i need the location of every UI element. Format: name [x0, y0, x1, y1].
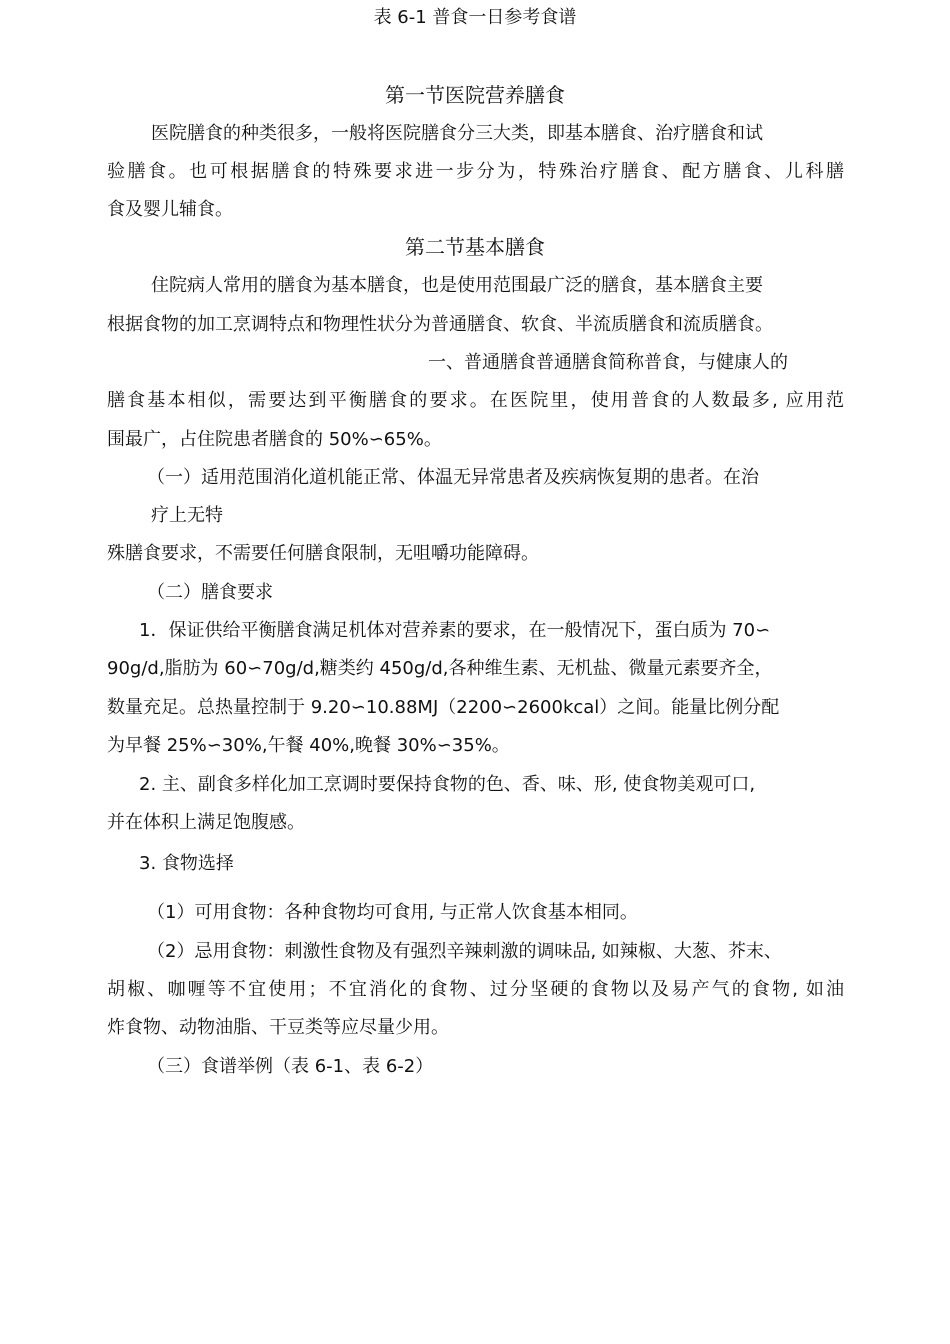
requirement-1-line: 90g/d,脂肪为 60∽70g/d,糖类约 450g/d,各种维生素、无机盐、微量元素要齐全， — [107, 658, 773, 679]
requirements-heading: （二）膳食要求 — [147, 582, 273, 603]
scope-line: （一）适用范围消化道机能正常、体温无异常患者及疾病恢复期的患者。在治 — [147, 467, 759, 488]
avoided-foods-line: 胡椒、咖喱等不宜使用；不宜消化的食物、过分坚硬的食物以及易产气的食物, 如油 — [107, 979, 844, 1000]
scope-line: 疗上无特 — [151, 505, 223, 526]
allowed-foods-line: （1）可用食物：各种食物均可食用, 与正常人饮食基本相同。 — [147, 902, 638, 923]
section-1-paragraph-line: 食及婴儿辅食。 — [107, 199, 233, 220]
requirement-1-line: 数量充足。总热量控制于 9.20∽10.88MJ（2200∽2600kcal）之间。能量比例分配 — [107, 697, 780, 718]
section-1-title: 第一节医院营养膳食 — [385, 83, 565, 107]
avoided-foods-line: 炸食物、动物油脂、干豆类等应尽量少用。 — [107, 1017, 449, 1038]
requirement-2-line: 并在体积上满足饱腹感。 — [107, 812, 305, 833]
section-2-title: 第二节基本膳食 — [405, 235, 545, 259]
general-diet-line: 围最广，占住院患者膳食的 50%∽65%。 — [107, 429, 442, 450]
requirement-2-line: 2. 主、副食多样化加工烹调时要保持食物的色、香、味、形, 使食物美观可口, — [139, 774, 756, 795]
avoided-foods-line: （2）忌用食物：刺激性食物及有强烈辛辣刺激的调味品, 如辣椒、大葱、芥末、 — [147, 941, 782, 962]
food-selection-heading: 3. 食物选择 — [139, 853, 234, 874]
section-2-paragraph-line: 根据食物的加工烹调特点和物理性状分为普通膳食、软食、半流质膳食和流质膳食。 — [107, 314, 773, 335]
section-1-paragraph-line: 医院膳食的种类很多，一般将医院膳食分三大类，即基本膳食、治疗膳食和试 — [151, 123, 763, 144]
general-diet-line: 膳食基本相似，需要达到平衡膳食的要求。在医院里，使用普食的人数最多, 应用范 — [107, 390, 844, 411]
table-caption: 表 6-1 普食一日参考食谱 — [373, 7, 577, 28]
requirement-1-line: 1．保证供给平衡膳食满足机体对营养素的要求，在一般情况下，蛋白质为 70∽ — [139, 620, 771, 641]
section-2-paragraph-line: 住院病人常用的膳食为基本膳食，也是使用范围最广泛的膳食，基本膳食主要 — [151, 275, 763, 296]
general-diet-line: 一、普通膳食普通膳食简称普食，与健康人的 — [428, 352, 788, 373]
recipe-examples-line: （三）食谱举例（表 6-1、表 6-2） — [147, 1056, 434, 1077]
requirement-1-line: 为早餐 25%∽30%,午餐 40%,晚餐 30%∽35%。 — [107, 735, 510, 756]
section-1-paragraph-line: 验膳食。也可根据膳食的特殊要求进一步分为，特殊治疗膳食、配方膳食、儿科膳 — [107, 161, 844, 182]
scope-line: 殊膳食要求，不需要任何膳食限制，无咀嚼功能障碍。 — [107, 543, 539, 564]
